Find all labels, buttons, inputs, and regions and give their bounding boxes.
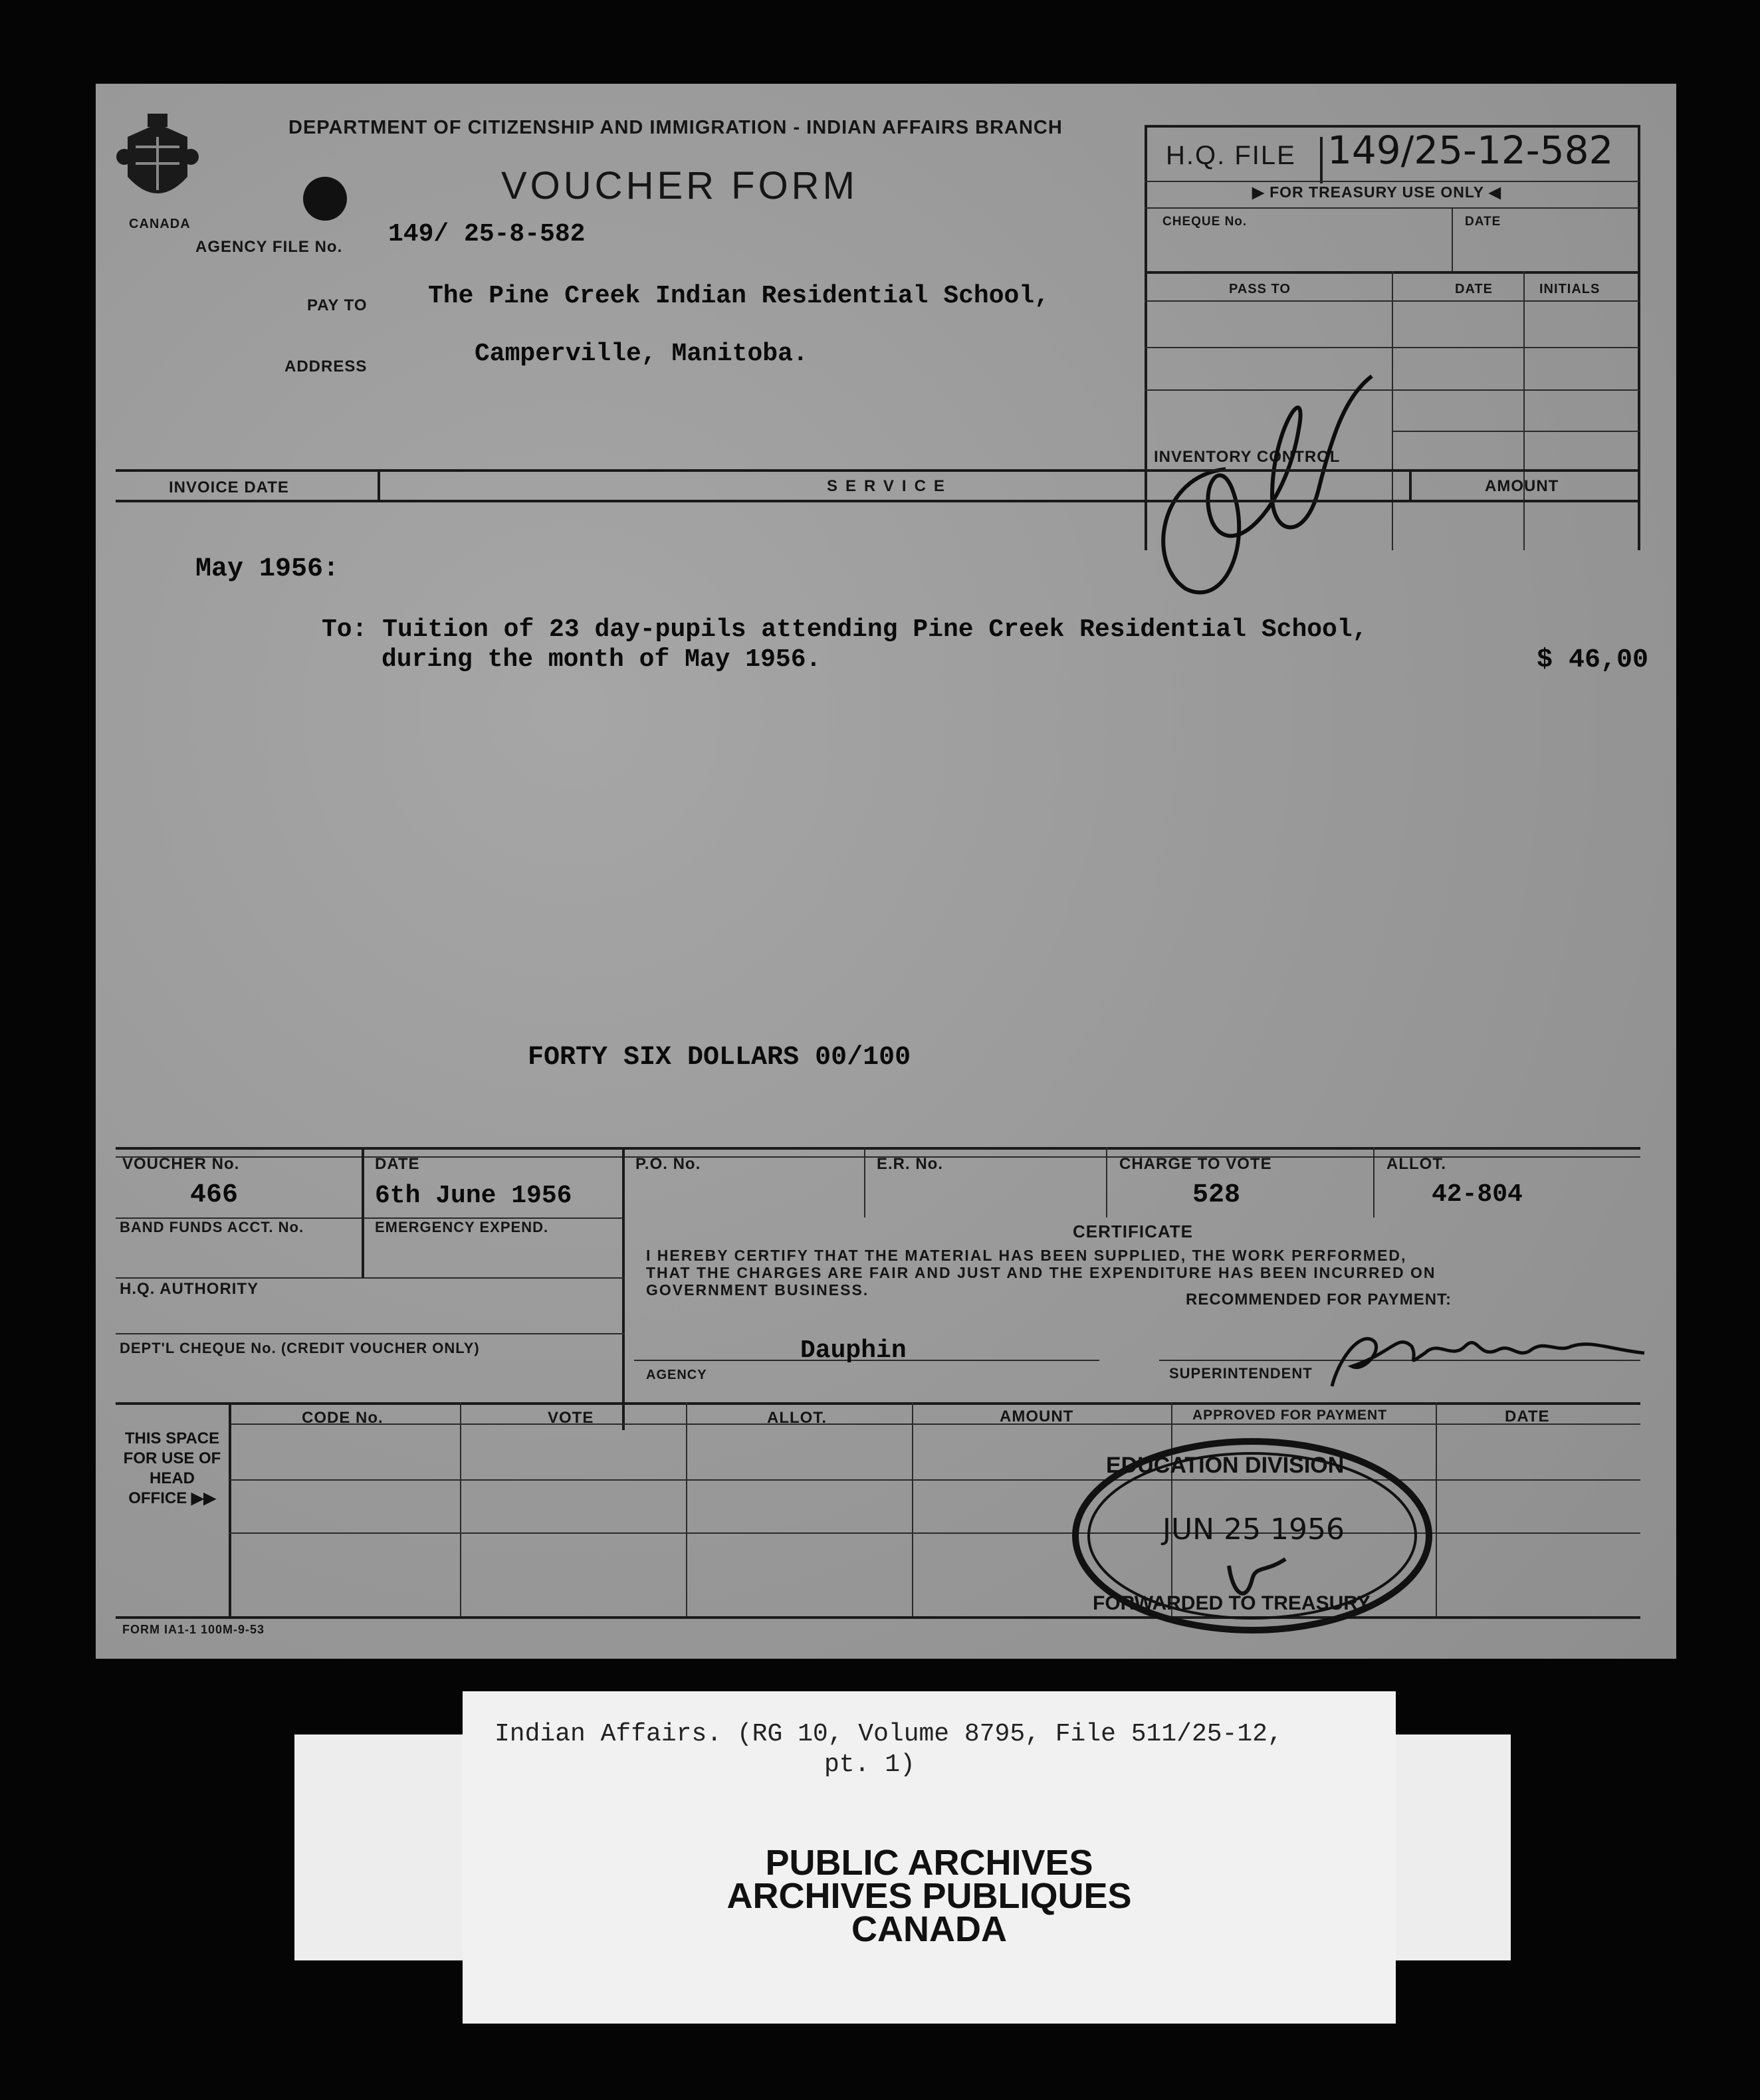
invoice-date-label: INVOICE DATE (169, 478, 289, 496)
service-label: SERVICE (827, 477, 952, 495)
agency-label: AGENCY (646, 1368, 707, 1382)
amount-in-words: FORTY SIX DOLLARS 00/100 (528, 1043, 911, 1073)
form-title: VOUCHER FORM (501, 164, 858, 207)
stamp-bottom-text: FORWARDED TO TREASURY (1093, 1592, 1371, 1614)
service-description-line2: during the month of May 1956. (382, 645, 822, 674)
certificate-text-line1: I HEREBY CERTIFY THAT THE MATERIAL HAS BEEN SUPPLIED, THE WORK PERFORMED, (646, 1247, 1407, 1264)
agency-value: Dauphin (800, 1336, 907, 1365)
pass-date-label: DATE (1455, 282, 1493, 296)
address-value: Camperville, Manitoba. (475, 340, 808, 368)
form-number: FORM IA1-1 100M-9-53 (122, 1623, 265, 1636)
allot-value: 42-804 (1432, 1180, 1523, 1209)
voucher-sheet (96, 84, 1676, 1659)
ho-date-label: DATE (1505, 1408, 1550, 1425)
redaction-mark (303, 177, 347, 221)
department-heading: DEPARTMENT OF CITIZENSHIP AND IMMIGRATION - INDIAN AFFAIRS BRANCH (288, 117, 1063, 138)
reference-line2: pt. 1) (824, 1750, 915, 1779)
ho-amount-label: AMOUNT (1000, 1408, 1074, 1425)
service-amount: $ 46,00 (1537, 645, 1649, 675)
recommended-label: RECOMMENDED FOR PAYMENT: (1186, 1291, 1452, 1309)
ho-code-label: CODE No. (302, 1409, 384, 1427)
service-description-line1: To: Tuition of 23 day-pupils attending Pine Creek Residential School, (322, 615, 1368, 644)
service-period: May 1956: (195, 554, 340, 584)
emergency-expend-label: EMERGENCY EXPEND. (375, 1219, 549, 1235)
cheque-no-label: CHEQUE No. (1162, 215, 1248, 229)
charge-to-vote-value: 528 (1192, 1180, 1241, 1210)
pay-to-label: PAY TO (307, 296, 368, 314)
voucher-no-label: VOUCHER No. (122, 1155, 240, 1173)
inventory-control-label: INVENTORY CONTROL (1154, 448, 1341, 466)
archive-name-en: PUBLIC ARCHIVES (765, 1843, 1093, 1883)
treasury-use-label: ▶ FOR TREASURY USE ONLY ◀ (1252, 183, 1501, 201)
cheque-date-label: DATE (1465, 215, 1501, 229)
hq-file-label: H.Q. FILE (1166, 141, 1296, 170)
voucher-date-value: 6th June 1956 (375, 1182, 572, 1210)
stamp-top-text: EDUCATION DIVISION (1106, 1453, 1345, 1478)
archive-country: CANADA (851, 1909, 1007, 1949)
head-office-note: THIS SPACE FOR USE OF HEAD OFFICE ▶▶ (123, 1429, 221, 1507)
band-funds-label: BAND FUNDS ACCT. No. (120, 1219, 304, 1235)
hq-authority-label: H.Q. AUTHORITY (120, 1280, 259, 1298)
po-no-label: P.O. No. (635, 1155, 701, 1173)
hq-file-value: 149/25-12-582 (1327, 128, 1614, 173)
ho-approved-label: APPROVED FOR PAYMENT (1192, 1408, 1388, 1423)
voucher-no-value: 466 (190, 1180, 239, 1210)
er-no-label: E.R. No. (877, 1155, 944, 1173)
credit-voucher-label: DEPT'L CHEQUE No. (CREDIT VOUCHER ONLY) (120, 1340, 480, 1356)
superintendent-signature (1312, 1313, 1658, 1393)
certificate-heading: CERTIFICATE (1073, 1221, 1193, 1241)
payee-value: The Pine Creek Indian Residential School, (428, 282, 1049, 310)
superintendent-label: SUPERINTENDENT (1169, 1365, 1313, 1382)
agency-file-value: 149/ 25-8-582 (388, 220, 586, 249)
ho-vote-label: VOTE (548, 1409, 594, 1427)
reference-line1: Indian Affairs. (RG 10, Volume 8795, File 511/25-12, (495, 1720, 1283, 1748)
country-label: CANADA (129, 217, 191, 231)
certificate-text-line3: GOVERNMENT BUSINESS. (646, 1281, 869, 1299)
archive-name-fr: ARCHIVES PUBLIQUES (726, 1876, 1132, 1916)
agency-file-label: AGENCY FILE No. (195, 238, 343, 256)
initials-label: INITIALS (1539, 282, 1600, 296)
pass-to-label: PASS TO (1229, 282, 1291, 296)
canada-crest-icon (114, 110, 201, 217)
stamp-date: JUN 25 1956 (1162, 1513, 1345, 1546)
amount-label: AMOUNT (1485, 477, 1559, 495)
voucher-date-label: DATE (375, 1155, 420, 1173)
certificate-text-line2: THAT THE CHARGES ARE FAIR AND JUST AND THE EXPENDITURE HAS BEEN INCURRED ON (646, 1264, 1436, 1281)
address-label: ADDRESS (284, 358, 368, 375)
ho-allot-label: ALLOT. (767, 1409, 827, 1427)
charge-to-vote-label: CHARGE TO VOTE (1119, 1155, 1272, 1173)
allot-label: ALLOT. (1386, 1155, 1446, 1173)
